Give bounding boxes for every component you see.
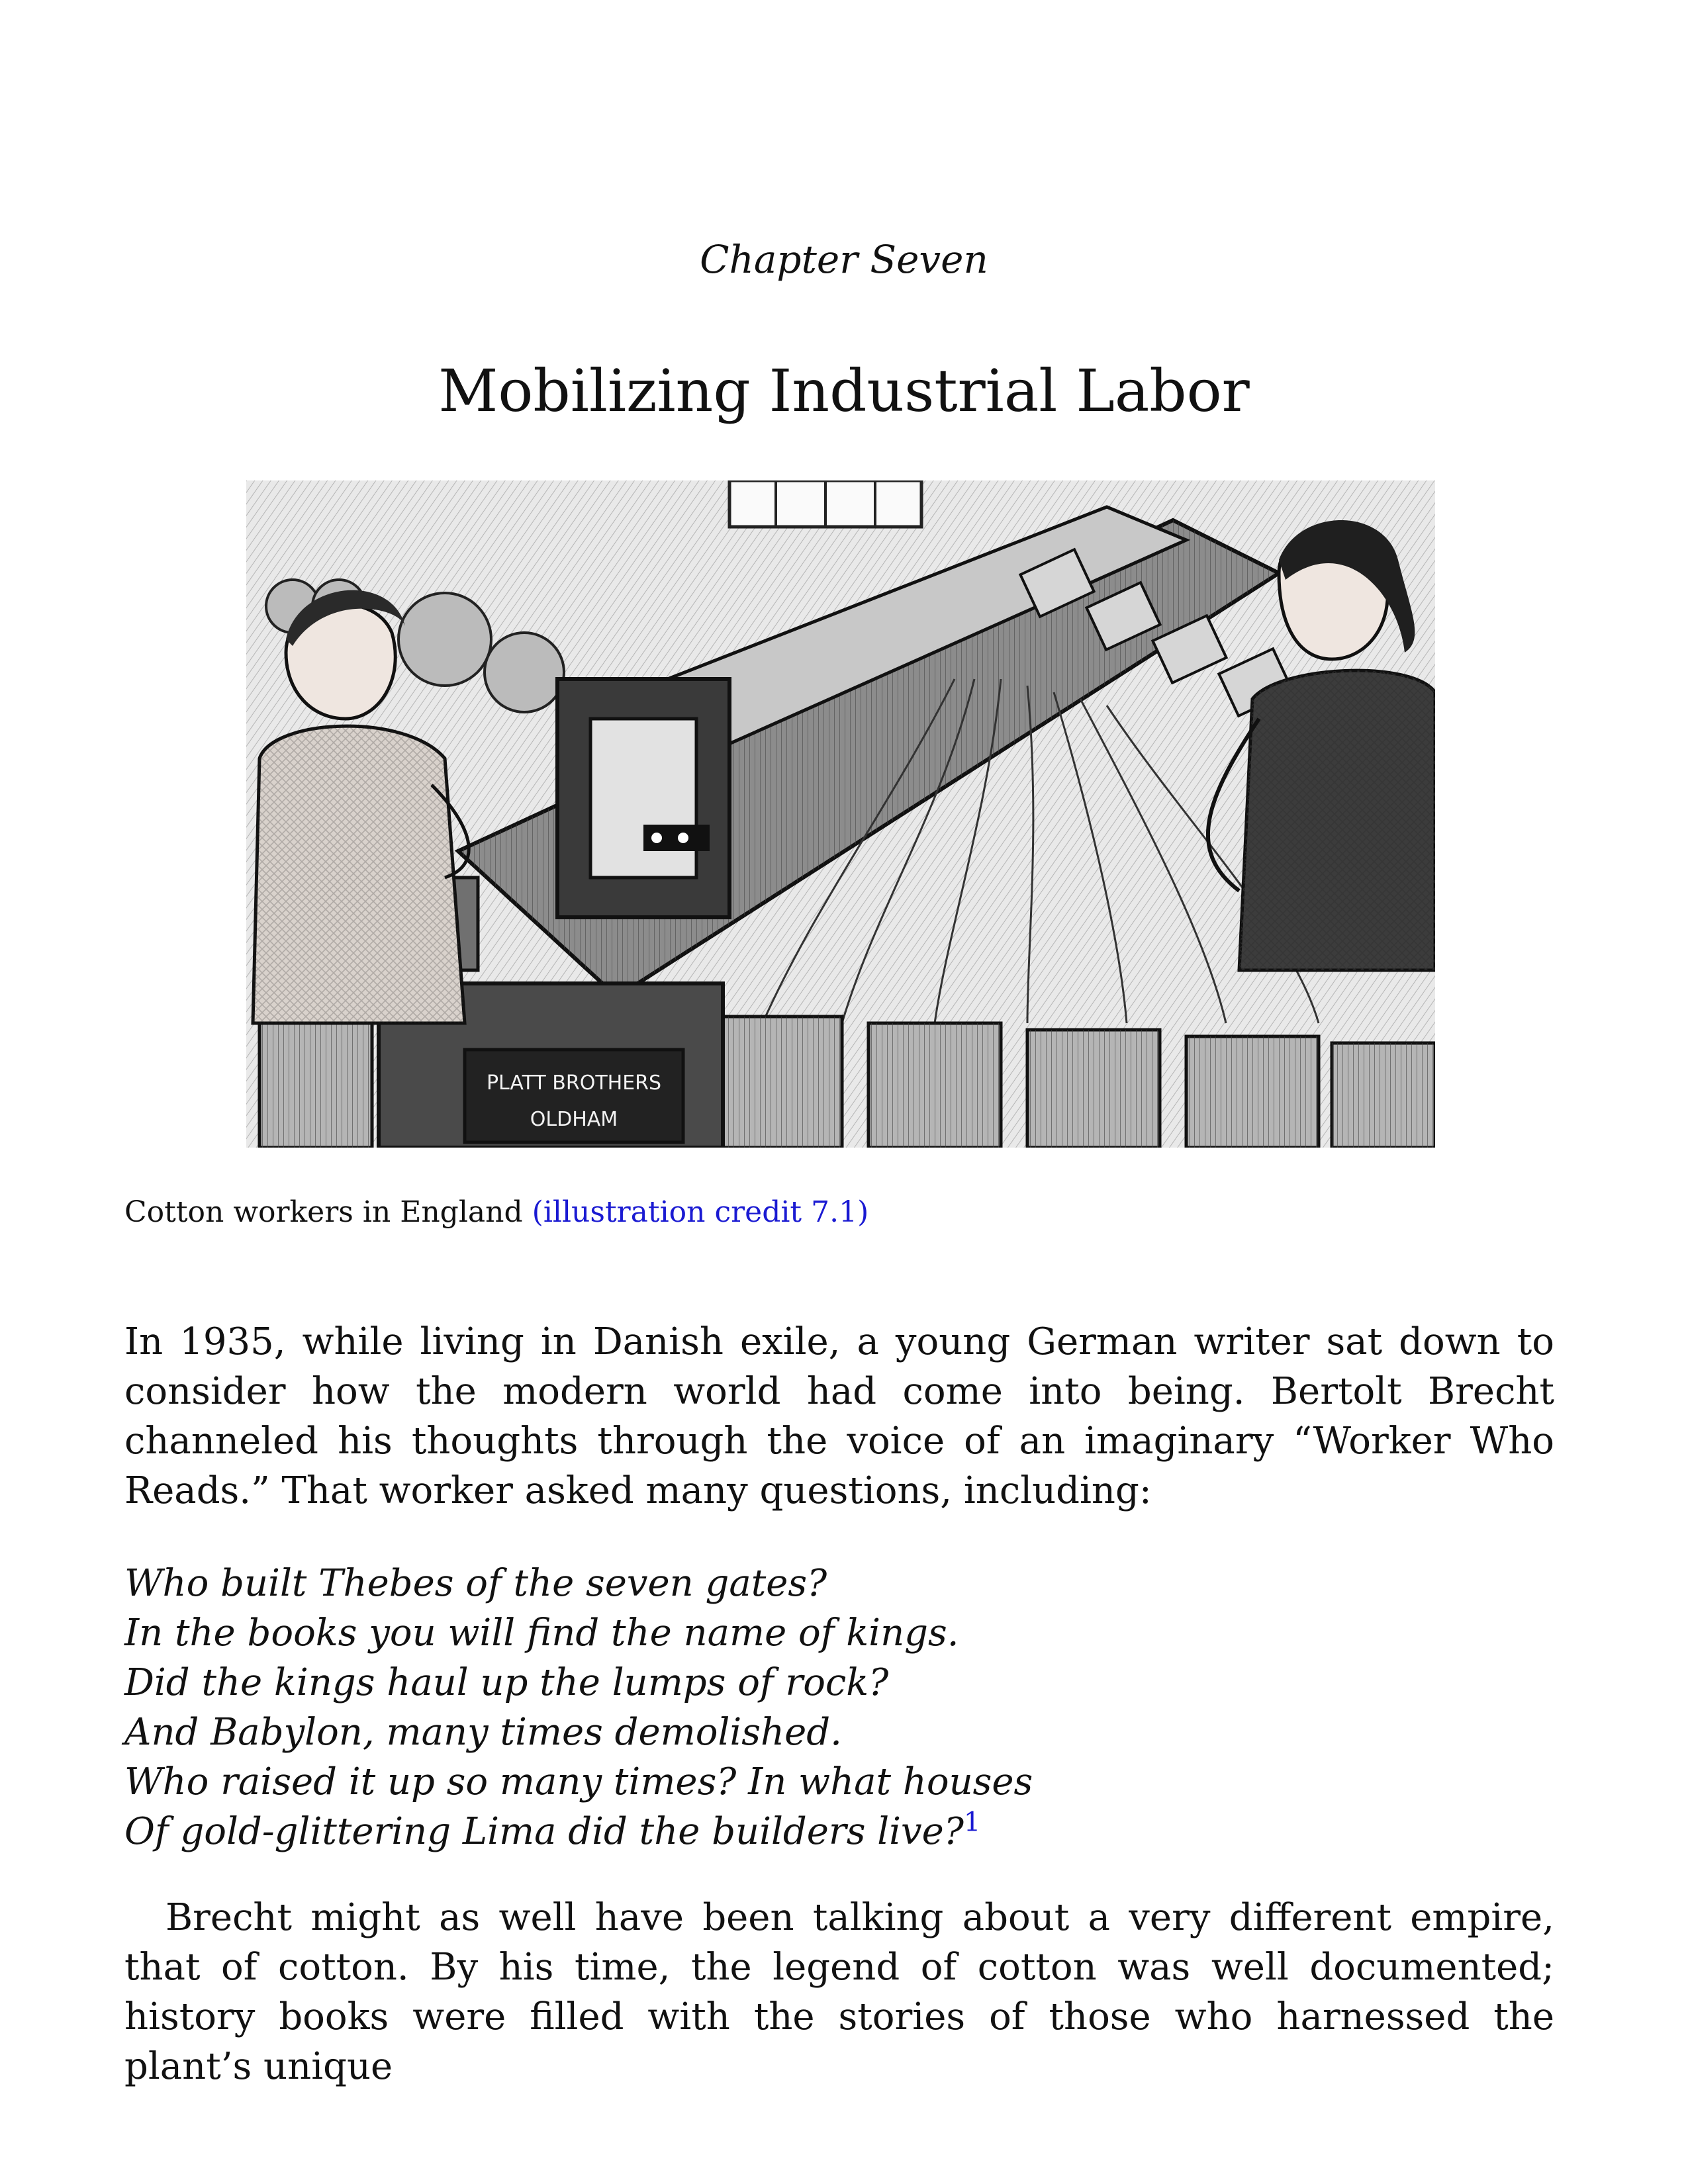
figure-caption xyxy=(124,1191,868,1234)
poem-line-text: Of gold-glittering Lima did the builders live? xyxy=(124,1810,964,1853)
plate-text-town: OLDHAM xyxy=(530,1108,618,1131)
poem-line: Did the kings haul up the lumps of rock? xyxy=(124,1661,889,1704)
caption-text: Cotton workers in England xyxy=(124,1195,523,1229)
footnote-reference-link[interactable]: 1 xyxy=(963,1807,981,1838)
poem-line: Who built Thebes of the seven gates? xyxy=(124,1562,827,1605)
chapter-label: Chapter Seven xyxy=(700,237,988,282)
poem-line: And Babylon, many times demolished. xyxy=(124,1711,842,1754)
chapter-title: Mobilizing Industrial Labor xyxy=(438,357,1250,425)
poem-quote xyxy=(124,1559,1554,1856)
illustration-cotton-workers xyxy=(246,480,1435,1148)
plate-text-maker: PLATT BROTHERS xyxy=(486,1071,662,1095)
body-paragraph-1: In 1935, while living in Danish exile, a young German writer sat down to consider how the modern world had come into being. Bertolt Brecht channeled his thoughts through the voice of an imaginary “Worker Who Reads.” That worker asked many questions, including: xyxy=(124,1320,1554,1512)
poem-line-last xyxy=(124,1807,1554,1856)
poem-line: In the books you will find the name of kings. xyxy=(124,1612,959,1655)
illustration-credit-link[interactable]: (illustration credit 7.1) xyxy=(532,1195,869,1229)
poem-line: Who raised it up so many times? In what houses xyxy=(124,1760,1033,1803)
body-paragraph-2: Brecht might as well have been talking about a very different empire, that of cotton. By his time, the legend of cotton was well documented; history books were filled with the stories of those who harnessed the plant’s unique xyxy=(124,1896,1554,2088)
